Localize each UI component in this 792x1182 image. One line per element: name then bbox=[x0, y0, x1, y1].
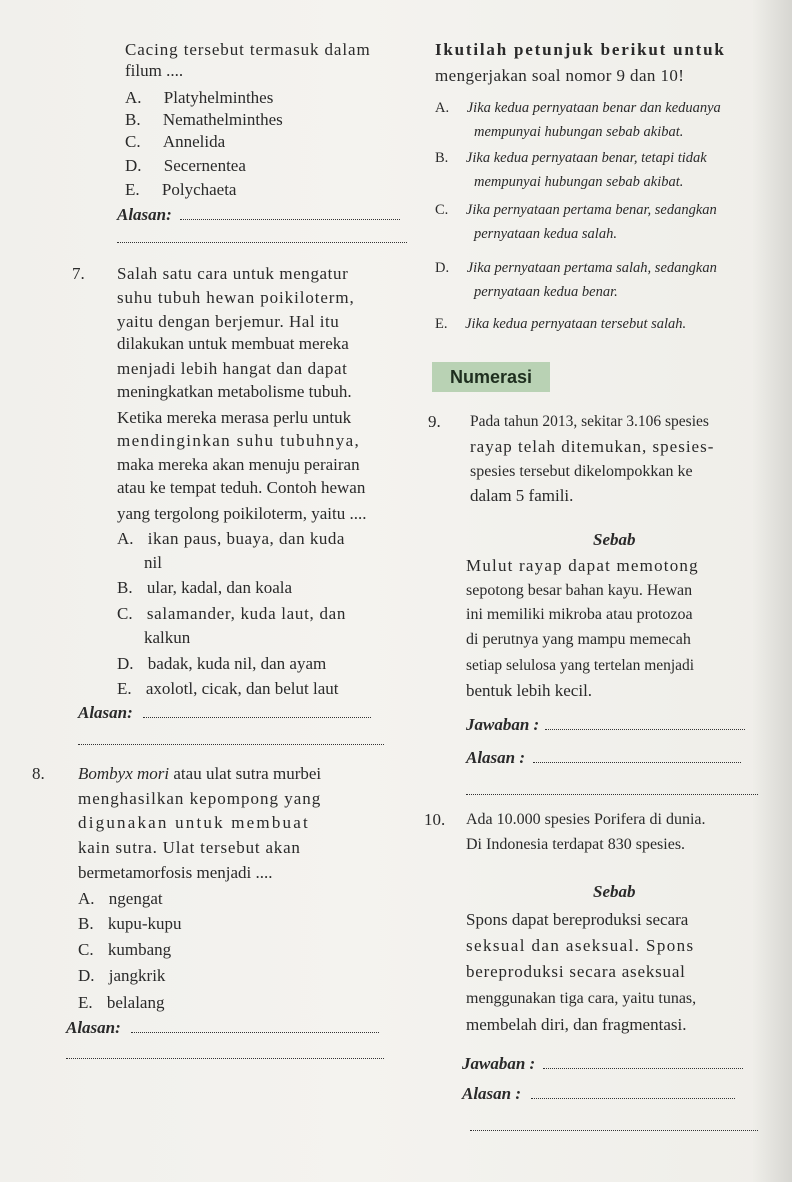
option-text: belalang bbox=[106, 993, 165, 1012]
instruction-text: Jika pernyataan pertama salah, sedangkan bbox=[466, 260, 717, 276]
q10-statement-line-2: Di Indonesia terdapat 830 spesies. bbox=[466, 836, 686, 853]
q9-reason-line-1: Mulut rayap dapat memotong bbox=[466, 556, 699, 575]
q10-alasan bbox=[462, 1084, 735, 1104]
q9-statement-line-2: rayap telah ditemukan, spesies- bbox=[470, 437, 715, 456]
option-letter: B. bbox=[117, 578, 133, 597]
q7-stem-line-2: suhu tubuh hewan poikiloterm, bbox=[117, 288, 355, 307]
option-text: jangkrik bbox=[108, 966, 166, 985]
instruction-b bbox=[435, 148, 707, 168]
q10-reason-line-4: menggunakan tiga cara, yaitu tunas, bbox=[466, 990, 697, 1007]
q9-reason-line-2: sepotong besar bahan kayu. Hewan bbox=[466, 582, 693, 599]
option-text: Secernentea bbox=[163, 156, 246, 175]
option-letter: E. bbox=[78, 993, 93, 1012]
q10-number: 10. bbox=[424, 810, 446, 829]
q8-alasan-line-2-row bbox=[66, 1044, 384, 1064]
q7-alasan bbox=[78, 703, 371, 723]
instruction-letter: A. bbox=[435, 100, 450, 116]
q10-alasan-answer-line-1[interactable] bbox=[531, 1084, 735, 1099]
instruction-letter: D. bbox=[435, 260, 450, 276]
option-text: Polychaeta bbox=[161, 180, 237, 199]
q6-alasan-line-2-row bbox=[117, 228, 407, 248]
q6-alasan bbox=[117, 205, 400, 225]
q7-stem-line-11: yang tergolong poikiloterm, yaitu .... bbox=[117, 504, 367, 523]
q7-option-a-cont: nil bbox=[144, 553, 162, 572]
q8-stem-line-1 bbox=[78, 764, 321, 784]
option-text: axolotl, cicak, dan belut laut bbox=[145, 679, 339, 698]
q8-stem-line-5: bermetamorfosis menjadi .... bbox=[78, 863, 273, 882]
q7-stem-line-3: yaitu dengan berjemur. Hal itu bbox=[117, 312, 340, 331]
q7-stem-line-10: atau ke tempat teduh. Contoh hewan bbox=[117, 478, 366, 497]
option-text: ikan paus, buaya, dan kuda bbox=[147, 529, 345, 548]
q10-statement-line-1: Ada 10.000 spesies Porifera di dunia. bbox=[466, 811, 706, 828]
alasan-label: Alasan: bbox=[66, 1018, 121, 1037]
q10-reason-line-5: membelah diri, dan fragmentasi. bbox=[466, 1015, 687, 1034]
q7-option-a[interactable] bbox=[117, 529, 345, 549]
instructions-title-line-2: mengerjakan soal nomor 9 dan 10! bbox=[435, 66, 685, 85]
q9-reason-line-4: di perutnya yang mampu memecah bbox=[466, 631, 691, 648]
q10-reason-line-3: bereproduksi secara aseksual bbox=[466, 962, 686, 981]
option-letter: E. bbox=[117, 679, 132, 698]
q7-option-c-cont: kalkun bbox=[144, 628, 191, 647]
section-label-numerasi: Numerasi bbox=[432, 362, 550, 392]
jawaban-label: Jawaban : bbox=[462, 1054, 536, 1073]
instruction-a bbox=[435, 98, 721, 118]
q10-alasan-answer-line-2[interactable] bbox=[470, 1116, 758, 1131]
option-letter: A. bbox=[78, 889, 95, 908]
q8-number: 8. bbox=[32, 764, 45, 783]
q7-stem-line-4: dilakukan untuk membuat mereka bbox=[117, 334, 349, 353]
q9-alasan-answer-line-1[interactable] bbox=[533, 748, 741, 763]
q8-option-a[interactable] bbox=[78, 889, 163, 909]
q8-option-e[interactable] bbox=[78, 993, 164, 1013]
instruction-text: Jika kedua pernyataan benar, tetapi tidak bbox=[465, 150, 707, 166]
option-text: Annelida bbox=[162, 132, 226, 151]
option-text: ular, kadal, dan koala bbox=[146, 578, 293, 597]
q9-jawaban-answer-line[interactable] bbox=[545, 715, 745, 730]
q10-sebab-label: Sebab bbox=[593, 882, 636, 901]
option-letter: C. bbox=[117, 604, 133, 623]
option-letter: D. bbox=[78, 966, 95, 985]
instruction-text: Jika pernyataan pertama benar, sedangkan bbox=[465, 202, 717, 218]
q7-stem-line-9: maka mereka akan menuju perairan bbox=[117, 455, 360, 474]
jawaban-label: Jawaban : bbox=[466, 715, 540, 734]
q8-alasan-answer-line-2[interactable] bbox=[66, 1044, 384, 1059]
option-text: Platyhelminthes bbox=[163, 88, 274, 107]
instruction-c bbox=[435, 200, 717, 220]
alasan-label: Alasan: bbox=[78, 703, 133, 722]
q7-alasan-answer-line-2[interactable] bbox=[78, 730, 384, 745]
q7-stem-line-6: meningkatkan metabolisme tubuh. bbox=[117, 382, 352, 401]
q8-option-b[interactable] bbox=[78, 914, 182, 934]
q9-alasan-line-2-row bbox=[466, 780, 758, 800]
q7-stem-line-8: mendinginkan suhu tubuhnya, bbox=[117, 431, 361, 450]
q8-stem-line-1-text: atau ulat sutra murbei bbox=[169, 764, 322, 783]
q10-jawaban bbox=[462, 1054, 743, 1074]
option-letter: C. bbox=[125, 132, 141, 151]
q6-option-e[interactable] bbox=[125, 180, 236, 200]
q10-jawaban-answer-line[interactable] bbox=[543, 1054, 743, 1069]
instruction-letter: C. bbox=[435, 202, 449, 218]
q10-reason-line-1: Spons dapat bereproduksi secara bbox=[466, 910, 689, 929]
q7-alasan-line-2-row bbox=[78, 730, 384, 750]
q9-statement-line-4: dalam 5 famili. bbox=[470, 486, 574, 505]
q8-stem-line-4: kain sutra. Ulat tersebut akan bbox=[78, 838, 301, 857]
q8-stem-line-2: menghasilkan kepompong yang bbox=[78, 789, 322, 808]
q6-option-c[interactable] bbox=[125, 132, 225, 152]
q6-option-b[interactable] bbox=[125, 110, 283, 130]
page-edge-shadow bbox=[752, 0, 792, 1182]
option-letter: B. bbox=[125, 110, 141, 129]
q8-alasan bbox=[66, 1018, 379, 1038]
q9-alasan bbox=[466, 748, 741, 768]
q9-statement-line-3: spesies tersebut dikelompokkan ke bbox=[470, 463, 693, 480]
instruction-letter: B. bbox=[435, 150, 449, 166]
option-text: Nemathelminthes bbox=[162, 110, 283, 129]
alasan-label: Alasan : bbox=[462, 1084, 522, 1103]
option-text: ngengat bbox=[108, 889, 163, 908]
q7-stem-line-5: menjadi lebih hangat dan dapat bbox=[117, 359, 348, 378]
option-letter: A. bbox=[125, 88, 142, 107]
q6-alasan-answer-line-1[interactable] bbox=[180, 205, 400, 220]
q7-option-d[interactable] bbox=[117, 654, 326, 674]
option-text: kumbang bbox=[107, 940, 172, 959]
q8-option-d[interactable] bbox=[78, 966, 165, 986]
option-letter: A. bbox=[117, 529, 134, 548]
q9-alasan-answer-line-2[interactable] bbox=[466, 780, 758, 795]
q10-reason-line-2: seksual dan aseksual. Spons bbox=[466, 936, 695, 955]
instruction-b-cont: mempunyai hubungan sebab akibat. bbox=[474, 174, 684, 190]
q9-jawaban bbox=[466, 715, 745, 735]
option-letter: B. bbox=[78, 914, 94, 933]
instruction-letter: E. bbox=[435, 316, 448, 332]
option-text: kupu-kupu bbox=[107, 914, 182, 933]
q8-species-name: Bombyx mori bbox=[78, 764, 170, 783]
q7-alasan-answer-line-1[interactable] bbox=[143, 703, 371, 718]
instruction-d bbox=[435, 258, 717, 278]
q9-statement-line-1: Pada tahun 2013, sekitar 3.106 spesies bbox=[470, 413, 709, 430]
q8-option-c[interactable] bbox=[78, 940, 171, 960]
instruction-a-cont: mempunyai hubungan sebab akibat. bbox=[474, 124, 684, 140]
q7-stem-line-7: Ketika mereka merasa perlu untuk bbox=[117, 408, 352, 427]
q9-reason-line-6: bentuk lebih kecil. bbox=[466, 681, 593, 700]
option-letter: C. bbox=[78, 940, 94, 959]
option-letter: E. bbox=[125, 180, 140, 199]
q10-alasan-line-2-row bbox=[470, 1116, 758, 1136]
q6-option-d[interactable] bbox=[125, 156, 246, 176]
option-text: salamander, kuda laut, dan bbox=[146, 604, 347, 623]
q6-stem-line-1: Cacing tersebut termasuk dalam bbox=[125, 40, 371, 59]
q9-number: 9. bbox=[428, 412, 441, 431]
q7-stem-line-1: Salah satu cara untuk mengatur bbox=[117, 264, 349, 283]
instruction-c-cont: pernyataan kedua salah. bbox=[474, 226, 617, 242]
instruction-text: Jika kedua pernyataan tersebut salah. bbox=[465, 316, 687, 332]
q6-alasan-answer-line-2[interactable] bbox=[117, 228, 407, 243]
q7-option-c[interactable] bbox=[117, 604, 346, 624]
instruction-e bbox=[435, 314, 686, 334]
instruction-d-cont: pernyataan kedua benar. bbox=[474, 284, 618, 300]
option-letter: D. bbox=[117, 654, 134, 673]
q9-sebab-label: Sebab bbox=[593, 530, 636, 549]
q9-reason-line-5: setiap selulosa yang tertelan menjadi bbox=[466, 657, 695, 674]
q6-option-a[interactable] bbox=[125, 88, 273, 108]
q7-option-e[interactable] bbox=[117, 679, 339, 699]
q8-alasan-answer-line-1[interactable] bbox=[131, 1018, 379, 1033]
q9-reason-line-3: ini memiliki mikroba atau protozoa bbox=[466, 606, 693, 623]
instructions-title-line-1: Ikutilah petunjuk berikut untuk bbox=[435, 40, 726, 59]
instruction-text: Jika kedua pernyataan benar dan keduanya bbox=[466, 100, 721, 116]
q7-option-b[interactable] bbox=[117, 578, 292, 598]
alasan-label: Alasan: bbox=[117, 205, 172, 224]
option-text: badak, kuda nil, dan ayam bbox=[147, 654, 327, 673]
option-letter: D. bbox=[125, 156, 142, 175]
q8-stem-line-3: digunakan untuk membuat bbox=[78, 813, 310, 832]
q7-number: 7. bbox=[72, 264, 85, 283]
q6-stem-line-2: filum .... bbox=[125, 61, 184, 80]
alasan-label: Alasan : bbox=[466, 748, 526, 767]
